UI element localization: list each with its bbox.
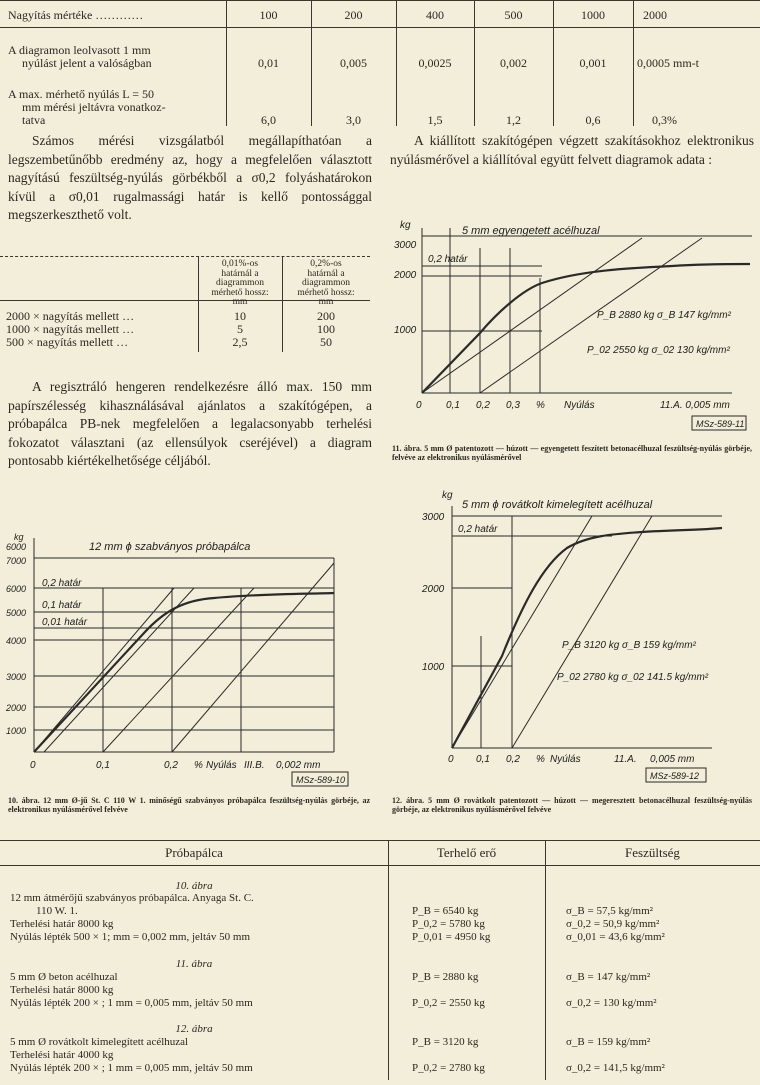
scale-cell: 400	[426, 8, 444, 22]
header-feszultseg: Feszültség	[625, 845, 680, 860]
scale-cell: 2000	[643, 8, 667, 22]
head2-line: 0,2%-os	[310, 259, 342, 269]
group-line: 5 mm Ø beton acélhuzal	[10, 971, 118, 983]
stress-value: σ_B = 57,5 kg/mm²	[566, 905, 653, 917]
head1-line: mérhető hossz:	[211, 287, 269, 298]
fig12-x-tick: %	[536, 754, 545, 765]
group-line: Terhelési határ 8000 kg	[10, 984, 114, 996]
row2-cell: 0,6	[585, 113, 601, 127]
fig11-x-label: 11.A. 0,005 mm	[660, 400, 730, 411]
fig11-x-tick: 0,3	[506, 400, 520, 411]
row1-cell: 0,001	[579, 56, 607, 70]
force-value: P_B = 3120 kg	[412, 1036, 479, 1048]
fig10-y-unit: kg	[14, 532, 24, 542]
limit-row-label: 500 × nagyítás mellett …	[6, 335, 129, 349]
limit-cell: 5	[237, 322, 243, 336]
fig10-limit: 0,01 határ	[42, 617, 88, 628]
fig12-p02: P_02 2780 kg σ_02 141.5 kg/mm²	[557, 672, 709, 683]
stress-value: σ_0,2 = 141,5 kg/mm²	[566, 1062, 665, 1074]
group-line: Nyúlás lépték 200 × ; 1 mm = 0,005 mm, jeltáv 50 mm	[10, 1062, 253, 1074]
group-line: 12 mm átmérőjű szabványos próbapálca. Anyaga St. C.	[10, 892, 254, 904]
fig10-y-tick: 2000	[6, 703, 27, 713]
head2-line: határnál a	[307, 268, 345, 279]
group-line: Nyúlás lépték 500 × 1; mm = 0,002 mm, jeltáv 50 mm	[10, 931, 251, 943]
row2-cell: 3,0	[346, 113, 361, 127]
fig11-caption: 11. ábra. 5 mm Ø patentozott — húzott — egyengetett feszített betonacélhuzal feszültség-nyúlás görbéje, felvéve az elektronikus nyúlásmérővel	[392, 444, 752, 462]
row1-label: A diagramon leolvasott 1 mm	[8, 43, 151, 57]
fig11-y-unit: kg	[400, 220, 411, 231]
right-paragraph: A kiállított szakítógépen végzett szakításokhoz elektronikus nyúlásmérővel a kiállítóval együtt felvett diagramok adata :	[390, 133, 754, 167]
scale-cell: 100	[259, 8, 278, 22]
group-line: Terhelési határ 8000 kg	[10, 918, 114, 930]
limit-cell: 100	[317, 322, 335, 336]
row1-cell: 0,002	[500, 56, 527, 70]
force-value: P_B = 6540 kg	[412, 905, 479, 917]
fig12-y-tick: 3000	[422, 512, 445, 523]
row1-cell: 0,0025	[418, 56, 452, 70]
group-fig-label: 11. ábra	[175, 958, 213, 970]
fig12-y-tick: 2000	[422, 584, 445, 595]
header-terhelo-ero: Terhelő erő	[436, 845, 497, 860]
row2-cell: 0,3%	[652, 113, 677, 127]
limit-cell: 50	[320, 335, 332, 349]
stress-value: σ_B = 159 kg/mm²	[566, 1036, 651, 1048]
fig10-x-label: 0,002 mm	[276, 760, 321, 771]
limit-row-label: 2000 × nagyítás mellett …	[6, 309, 135, 323]
fig11-title: 5 mm egyengetett acélhuzal	[462, 225, 600, 237]
limit-row-label: 1000 × nagyítás mellett …	[6, 322, 135, 336]
fig11-x-tick: %	[536, 400, 545, 411]
fig10-title: 12 mm ϕ szabványos próbapálca	[89, 541, 251, 553]
fig10-x-label: III.B.	[244, 760, 265, 771]
top-table-header: Nagyítás mértéke …………	[8, 8, 144, 22]
fig10-x-tick: 0	[30, 760, 36, 771]
group-line: Terhelési határ 4000 kg	[10, 1049, 114, 1061]
fig11-limit: 0,2 határ	[428, 254, 468, 265]
fig11-x-tick: 0,1	[446, 400, 460, 411]
limit-cell: 10	[234, 309, 246, 323]
fig10-limit: 0,2 határ	[42, 578, 82, 589]
fig10-y-tick: 6000	[6, 542, 27, 552]
fig12-y-unit: kg	[442, 490, 453, 501]
force-value: P_0,2 = 5780 kg	[412, 918, 485, 930]
fig12-x-label: 0,005 mm	[650, 754, 695, 765]
fig10-x-tick: 0,2	[164, 760, 178, 771]
row2-label: A max. mérhető nyúlás L = 50	[8, 87, 154, 101]
limit-cell: 200	[317, 309, 335, 323]
header-probapalca: Próbapálca	[165, 845, 223, 860]
head1-line: diagrammon	[215, 278, 264, 288]
limit-cell: 2,5	[232, 335, 248, 349]
force-value: P_0,2 = 2550 kg	[412, 997, 485, 1009]
stress-value: σ_0,2 = 130 kg/mm²	[566, 997, 657, 1009]
head2-line: mm	[318, 297, 334, 307]
fig12-tag: MSz-589-12	[650, 771, 700, 781]
row1-label: nyúlást jelent a valóságban	[22, 56, 152, 70]
fig11-x-label: Nyúlás	[564, 400, 595, 411]
fig12-x-tick: 0,2	[506, 754, 520, 765]
head1-line: mm	[232, 297, 248, 307]
group-line: Nyúlás lépték 200 × ; 1 mm = 0,005 mm, jeltáv 50 mm	[10, 997, 253, 1009]
head1-line: 0,01%-os	[221, 259, 259, 269]
fig10-caption: 10. ábra. 12 mm Ø-jű St. C 110 W 1. minőségű szabványos próbapálca feszültség-nyúlás görbéje, az elektronikus nyúlásmérővel felvéve	[8, 796, 370, 814]
row2-cell: 1,2	[506, 113, 521, 127]
row1-cell: 0,0005 mm-t	[637, 56, 699, 70]
row1-cell: 0,01	[258, 56, 279, 70]
fig11-tag: MSz-589-11	[696, 419, 745, 429]
fig10-y-tick: 7000	[6, 556, 27, 566]
scale-cell: 1000	[581, 8, 605, 22]
group-line: 110 W. 1.	[36, 905, 78, 917]
fig10-y-tick: 4000	[6, 636, 27, 646]
fig10-x-tick: %	[194, 760, 203, 771]
fig11-x-tick: 0	[416, 400, 422, 411]
head1-line: határnál a	[221, 268, 259, 279]
force-value: P_B = 2880 kg	[412, 971, 479, 983]
scale-cell: 500	[504, 8, 523, 22]
fig12-pb: P_B 3120 kg σ_B 159 kg/mm²	[562, 640, 696, 651]
group-line: 5 mm Ø rovátkolt kimelegített acélhuzal	[10, 1036, 189, 1048]
left-paragraph-2: A regisztráló hengeren rendelkezésre álló max. 150 mm papírszélesség kihasználásával ajánlatos a szakítógépen, a próbapálca PB-nek megfelelően a legalacsonyabb terhelési fokozatot választani (az ellensúlyok cseréjével) a diagram pontosabb kiértékelhetősége céljából.	[8, 379, 372, 469]
fig11-x-tick: 0,2	[476, 400, 490, 411]
fig11-p02: P_02 2550 kg σ_02 130 kg/mm²	[587, 345, 730, 356]
fig10-tag: MSz-589-10	[296, 775, 346, 785]
fig11-y-tick: 3000	[394, 240, 417, 251]
fig11-y-tick: 2000	[394, 270, 417, 281]
force-value: P_0,2 = 2780 kg	[412, 1062, 485, 1074]
row2-label: tatva	[22, 113, 46, 127]
fig12-caption: 12. ábra. 5 mm Ø rovátkolt patentozott — húzott — megeresztett betonacélhuzal feszültség-nyúlás görbéje, az elektronikus nyúlásmérővel felvéve	[392, 796, 752, 814]
row2-cell: 1,5	[427, 113, 443, 127]
row1-cell: 0,005	[340, 56, 367, 70]
group-fig-label: 10. ábra	[175, 880, 213, 892]
fig12-x-label: Nyúlás	[550, 754, 581, 765]
fig12-title: 5 mm ϕ rovátkolt kimelegített acélhuzal	[462, 499, 653, 511]
fig10-y-tick: 3000	[6, 672, 27, 682]
row2-label: mm mérési jeltávra vonatkoz-	[22, 100, 166, 114]
fig10-y-tick: 5000	[6, 608, 27, 618]
figure-10-chart	[4, 528, 374, 790]
fig12-x-label: 11.A.	[614, 754, 637, 765]
fig10-x-label: Nyúlás	[206, 760, 237, 771]
fig11-pb: P_B 2880 kg σ_B 147 kg/mm²	[597, 310, 731, 321]
stress-value: σ_0,01 = 43,6 kg/mm²	[566, 931, 665, 943]
fig10-limit: 0,1 határ	[42, 600, 82, 611]
figure-11-chart	[392, 218, 758, 436]
head2-line: mérhető hossz:	[297, 287, 355, 298]
figure-12-chart	[392, 486, 758, 790]
fig12-x-tick: 0,1	[476, 754, 490, 765]
head2-line: diagrammon	[301, 278, 350, 288]
row2-cell: 6,0	[261, 113, 276, 127]
left-paragraph-1: Számos mérési vizsgálatból megállapíthatóan a legszembetűnőbb eredmény az, hogy a megfelelően választott nagyítású feszültség-nyúlás görbékből a σ0,2 folyáshatárokon kívül a σ0,01 rugalmassági határ is kellő pontossággal megszerkeszthető volt.	[8, 133, 372, 223]
fig12-y-tick: 1000	[422, 662, 445, 673]
fig12-limit: 0,2 határ	[458, 524, 498, 535]
scale-cell: 200	[344, 8, 363, 22]
fig10-y-tick: 6000	[6, 584, 27, 594]
force-value: P_0,01 = 4950 kg	[412, 931, 491, 943]
stress-value: σ_B = 147 kg/mm²	[566, 971, 651, 983]
fig11-y-tick: 1000	[394, 325, 417, 336]
fig10-x-tick: 0,1	[96, 760, 110, 771]
stress-value: σ_0,2 = 50,9 kg/mm²	[566, 918, 660, 930]
fig10-y-tick: 1000	[6, 726, 27, 736]
group-fig-label: 12. ábra	[175, 1023, 213, 1035]
fig12-x-tick: 0	[448, 754, 454, 765]
